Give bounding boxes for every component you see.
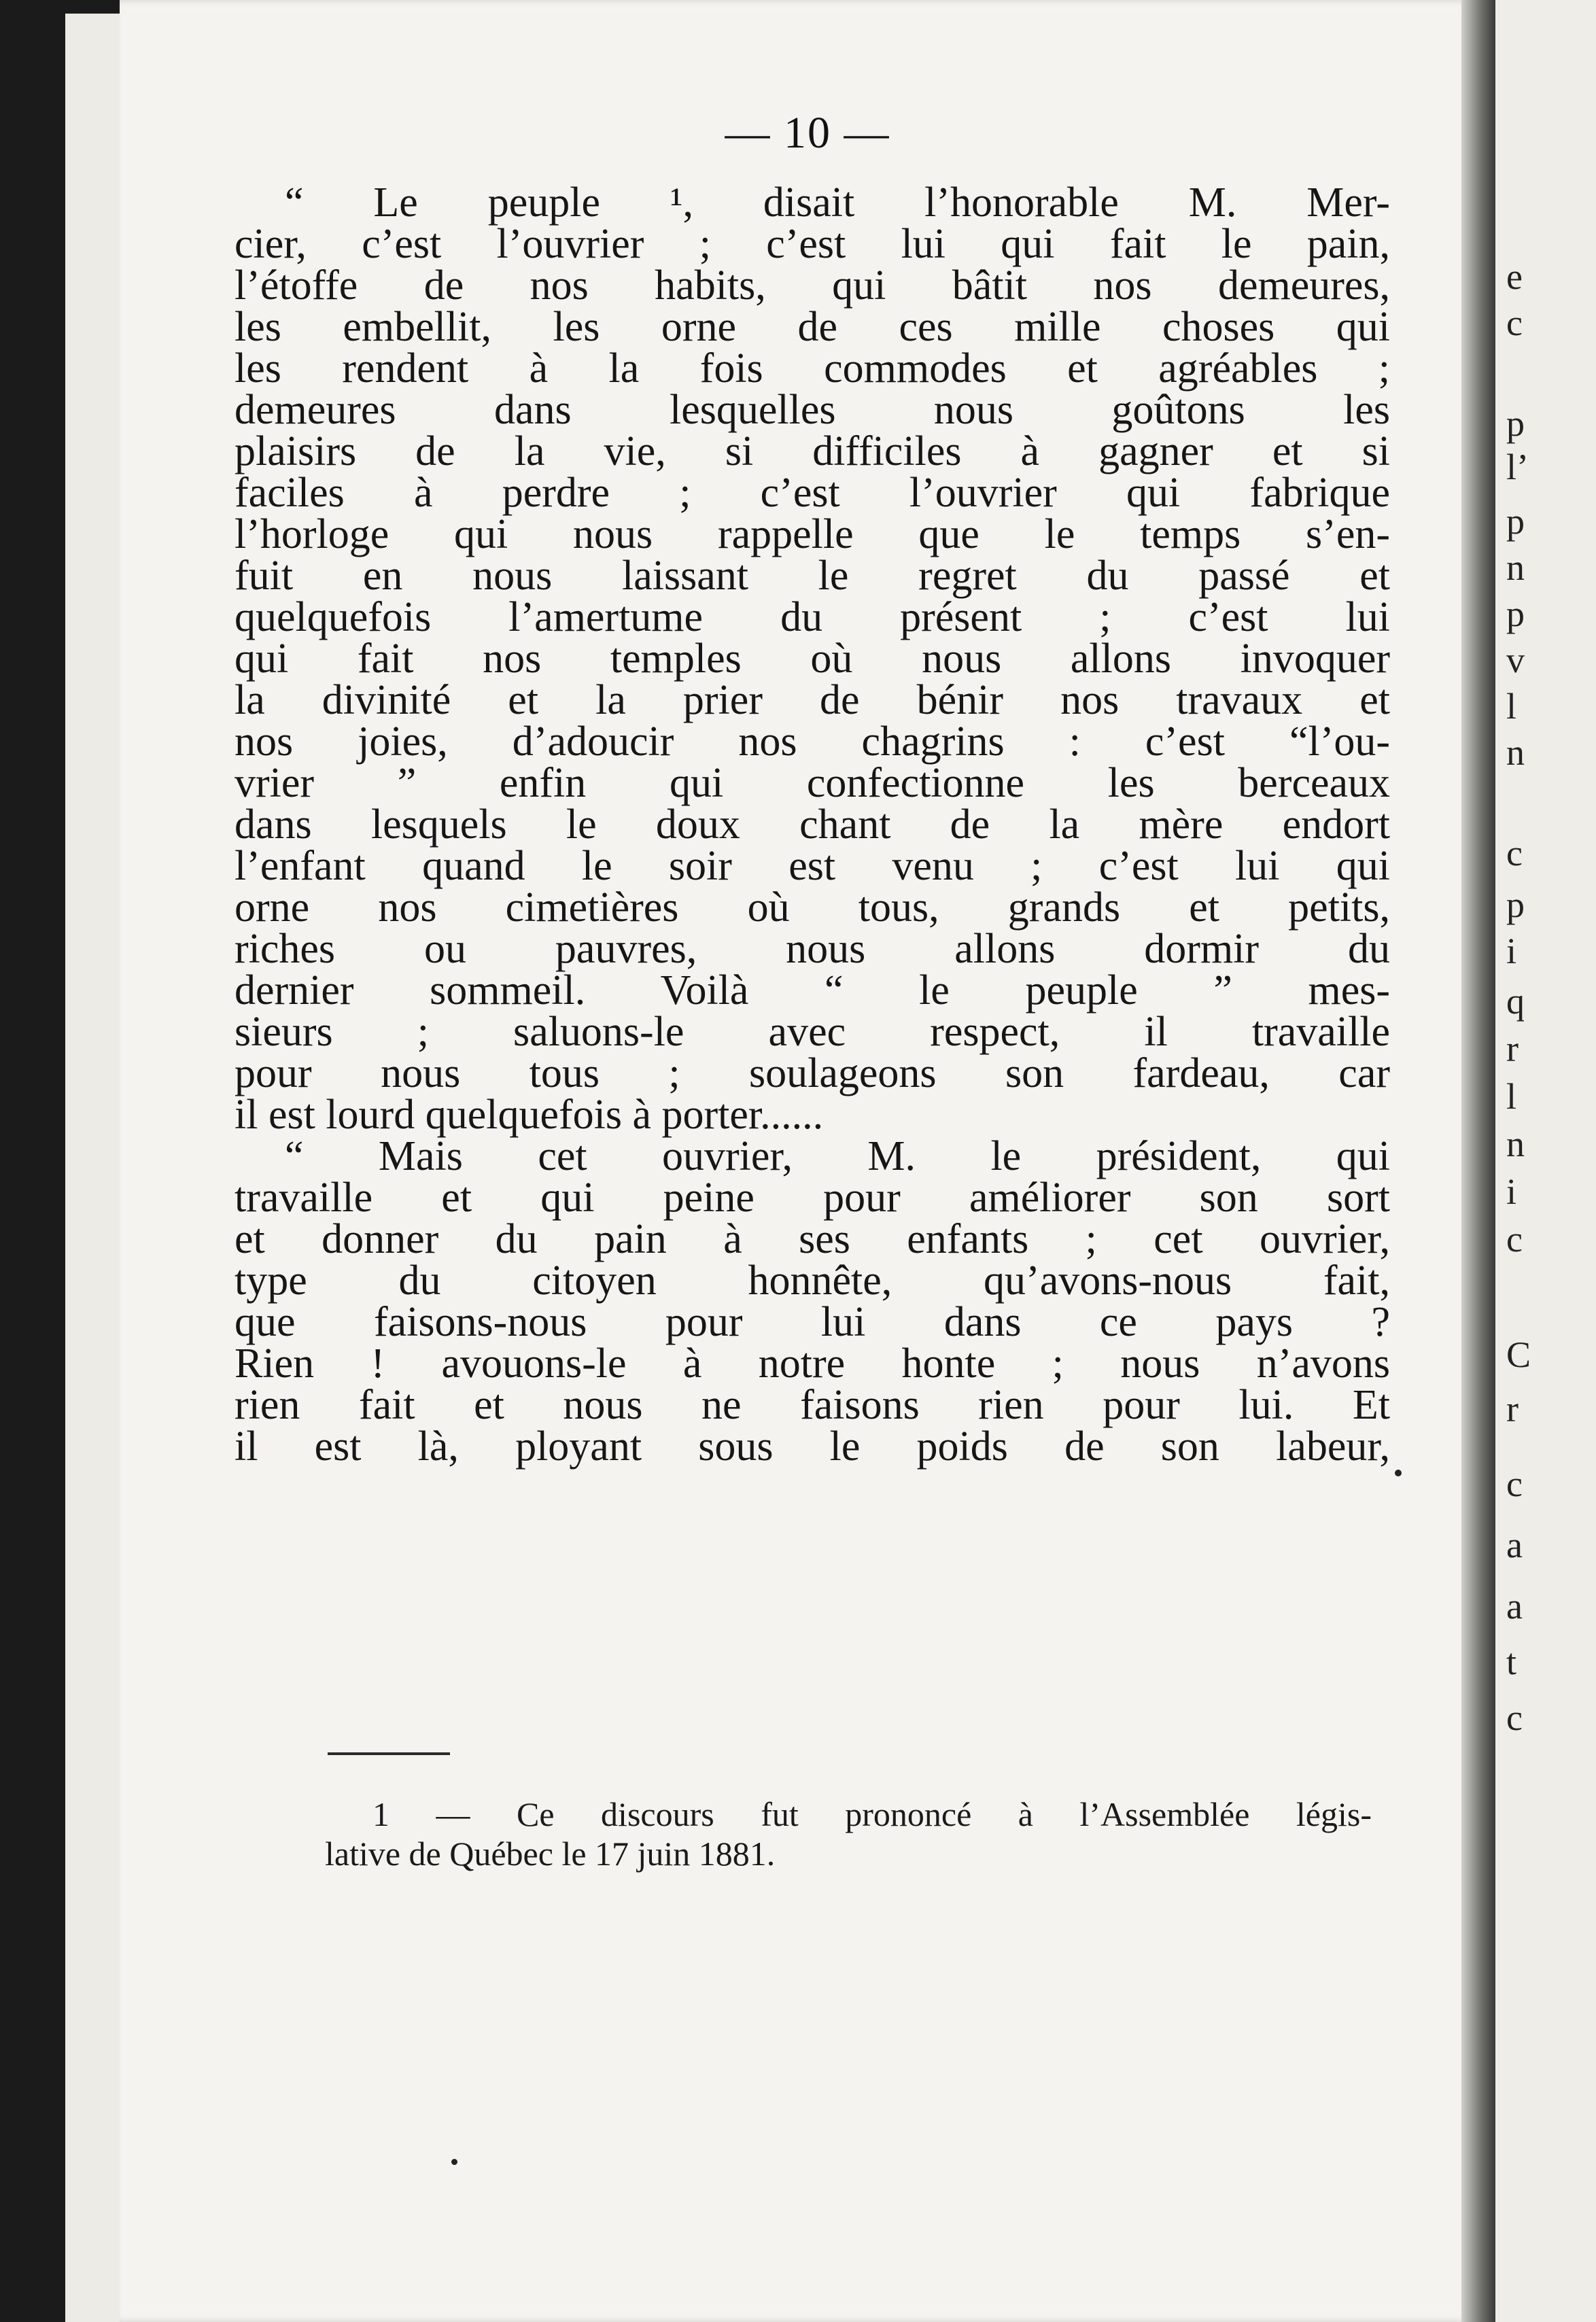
text-line: les rendent à la fois commodes et agréables ; [235, 345, 1390, 392]
facing-page-fragment: c [1506, 833, 1523, 873]
footnote [325, 1795, 1372, 1873]
text-line: il est lourd quelquefois à porter...... [235, 1092, 824, 1138]
facing-page-fragment: n [1506, 732, 1525, 773]
book-gutter [1461, 0, 1495, 2322]
text-line: qui fait nos temples où nous allons invoquer [235, 636, 1390, 682]
facing-page-fragment: t [1506, 1642, 1517, 1682]
text-line: faciles à perdre ; c’est l’ouvrier qui fabrique [235, 470, 1390, 516]
text-line: l’étoffe de nos habits, qui bâtit nos demeures, [235, 262, 1390, 309]
text-line: et donner du pain à ses enfants ; cet ouvrier, [235, 1216, 1390, 1262]
text-line: type du citoyen honnête, qu’avons-nous fait, [235, 1258, 1390, 1304]
facing-page-fragment: l [1506, 1076, 1517, 1117]
text-line: l’horloge qui nous rappelle que le temps s’en- [235, 511, 1390, 557]
facing-page-fragment: n [1506, 1124, 1525, 1164]
facing-page-fragment: c [1506, 1463, 1523, 1504]
text-line: nos joies, d’adoucir nos chagrins : c’est “l’ou- [235, 718, 1390, 765]
facing-page-fragment: r [1506, 1028, 1519, 1069]
facing-page-fragment: a [1506, 1586, 1523, 1627]
body-text [235, 179, 1390, 1470]
page-number: — 10 — [725, 108, 890, 158]
facing-page-fragment: p [1506, 593, 1525, 634]
facing-page-fragment: p [1506, 884, 1525, 925]
text-line: pour nous tous ; soulageons son fardeau, car [235, 1050, 1390, 1096]
text-line: que faisons-nous pour lui dans ce pays ? [235, 1299, 1390, 1345]
facing-page-fragment: v [1506, 640, 1525, 680]
text-line: il est là, ployant sous le poids de son labeur, [235, 1423, 1390, 1470]
text-line: travaille et qui peine pour améliorer son sort [235, 1175, 1390, 1221]
text-line: riches ou pauvres, nous allons dormir du [235, 926, 1390, 972]
text-line: dans lesquels le doux chant de la mère endort [235, 801, 1390, 848]
facing-page-fragment: c [1506, 302, 1523, 343]
facing-page-fragment: q [1506, 981, 1525, 1022]
text-line: vrier ” enfin qui confectionne les berceaux [235, 760, 1390, 806]
facing-page [1495, 0, 1596, 2322]
facing-page-fragment: c [1506, 1697, 1523, 1738]
text-line: dernier sommeil. Voilà “ le peuple ” mes- [235, 967, 1390, 1013]
footnote-line: 1 — Ce discours fut prononcé à l’Assemblée légis- [372, 1795, 1372, 1833]
text-line: “ Le peuple ¹, disait l’honorable M. Mer- [285, 179, 1390, 226]
ink-speck [451, 2159, 457, 2165]
text-line: “ Mais cet ouvrier, M. le président, qui [285, 1133, 1390, 1179]
facing-page-fragment: a [1506, 1525, 1523, 1565]
facing-page-fragment: l [1506, 686, 1517, 727]
footnote-line: lative de Québec le 17 juin 1881. [325, 1835, 776, 1873]
facing-page-fragment: c [1506, 1219, 1523, 1260]
text-line: cier, c’est l’ouvrier ; c’est lui qui fait le pain, [235, 221, 1390, 267]
facing-page-fragment: C [1506, 1334, 1531, 1375]
text-line: demeures dans lesquelles nous goûtons les [235, 387, 1390, 433]
text-line: la divinité et la prier de bénir nos travaux et [235, 677, 1390, 723]
facing-page-fragment: i [1506, 931, 1517, 971]
text-line: les embellit, les orne de ces mille choses qui [235, 304, 1390, 350]
text-line: fuit en nous laissant le regret du passé et [235, 553, 1390, 599]
text-line: quelquefois l’amertume du présent ; c’est lui [235, 594, 1390, 640]
text-line: rien fait et nous ne faisons rien pour lui. Et [235, 1382, 1390, 1428]
ink-speck [1395, 1470, 1402, 1476]
facing-page-fragment: p [1506, 403, 1525, 444]
facing-page-fragment: p [1506, 501, 1525, 542]
text-line: plaisirs de la vie, si difficiles à gagner et si [235, 428, 1390, 474]
text-line: orne nos cimetières où tous, grands et petits, [235, 884, 1390, 931]
facing-page-fragment: n [1506, 547, 1525, 588]
footnote-divider [328, 1752, 450, 1755]
text-line: sieurs ; saluons-le avec respect, il travaille [235, 1009, 1390, 1055]
facing-page-fragment: i [1506, 1171, 1517, 1212]
facing-page-fragment: r [1506, 1389, 1519, 1429]
text-line: Rien ! avouons-le à notre honte ; nous n’avons [235, 1340, 1390, 1387]
facing-page-fragment: e [1506, 256, 1523, 297]
facing-page-fragment: l’ [1506, 447, 1529, 487]
text-line: l’enfant quand le soir est venu ; c’est lui qui [235, 843, 1390, 889]
